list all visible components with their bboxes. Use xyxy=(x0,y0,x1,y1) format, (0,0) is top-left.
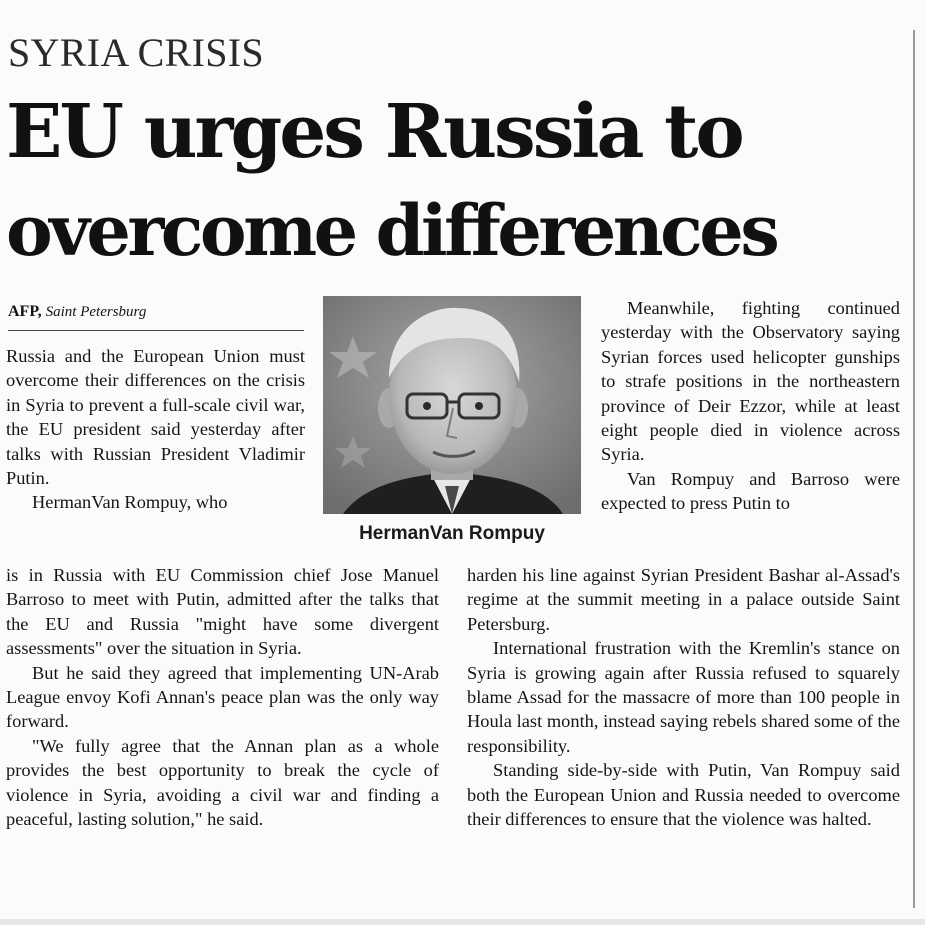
paragraph: is in Russia with EU Commission chief Jose Manuel Barroso to meet with Putin, admitted after the talks that the EU and Russia "might have some divergent assessments" over the situation in Syria. xyxy=(6,565,439,659)
portrait-photo xyxy=(323,296,581,514)
paragraph: Meanwhile, fighting continued yesterday with the Observatory saying Syrian forces used helicopter gunships to strafe positions in the northeastern province of Deir Ezzor, while at least eight people died in violence across Syria. xyxy=(601,298,900,465)
bottom-right-column xyxy=(467,563,900,831)
headline-line-2: overcome differences xyxy=(6,189,777,272)
portrait-image xyxy=(323,296,581,514)
byline-agency: AFP, xyxy=(8,303,42,320)
paragraph: HermanVan Rompuy, who xyxy=(32,492,228,513)
kicker-text: SYRIA CRISIS xyxy=(8,30,264,75)
left-column xyxy=(6,344,305,515)
bottom-left-column xyxy=(6,563,439,831)
page-edge xyxy=(0,919,925,925)
headline-line-1: EU urges Russia to xyxy=(6,89,742,175)
byline-place: Saint Petersburg xyxy=(45,304,147,320)
paragraph: "We fully agree that the Annan plan as a whole provides the best opportunity to break the cycle of violence in Syria, avoiding a civil war and finding a peaceful, lasting solution," he said. xyxy=(6,735,439,830)
right-column xyxy=(601,296,900,516)
section-kicker xyxy=(8,30,264,76)
paragraph: Standing side-by-side with Putin, Van Rompuy said both the European Union and Russia needed to overcome their differences to ensure that the violence was halted. xyxy=(467,760,900,830)
paragraph: harden his line against Syrian President Bashar al-Assad's regime at the summit meeting in a palace outside Saint Petersburg. xyxy=(467,565,900,634)
paragraph: International frustration with the Kremlin's stance on Syria is growing again after Russia refused to squarely blame Assad for the massacre of more than 100 people in Houla last month, instead saying rebels shared some of the responsibility. xyxy=(467,638,900,756)
photo-caption: HermanVan Rompuy xyxy=(359,523,545,544)
column-rule xyxy=(913,30,915,908)
paragraph: But he said they agreed that implementing UN-Arab League envoy Kofi Annan's peace plan was the only way forward. xyxy=(6,662,439,732)
byline-rule xyxy=(8,330,304,331)
paragraph: Russia and the European Union must overcome their differences on the crisis in Syria to prevent a full-scale civil war, the EU president said yesterday after talks with Russian President Vladimir Putin. xyxy=(6,346,305,489)
byline xyxy=(8,302,146,322)
paragraph: Van Rompuy and Barroso were expected to press Putin to xyxy=(601,468,900,514)
